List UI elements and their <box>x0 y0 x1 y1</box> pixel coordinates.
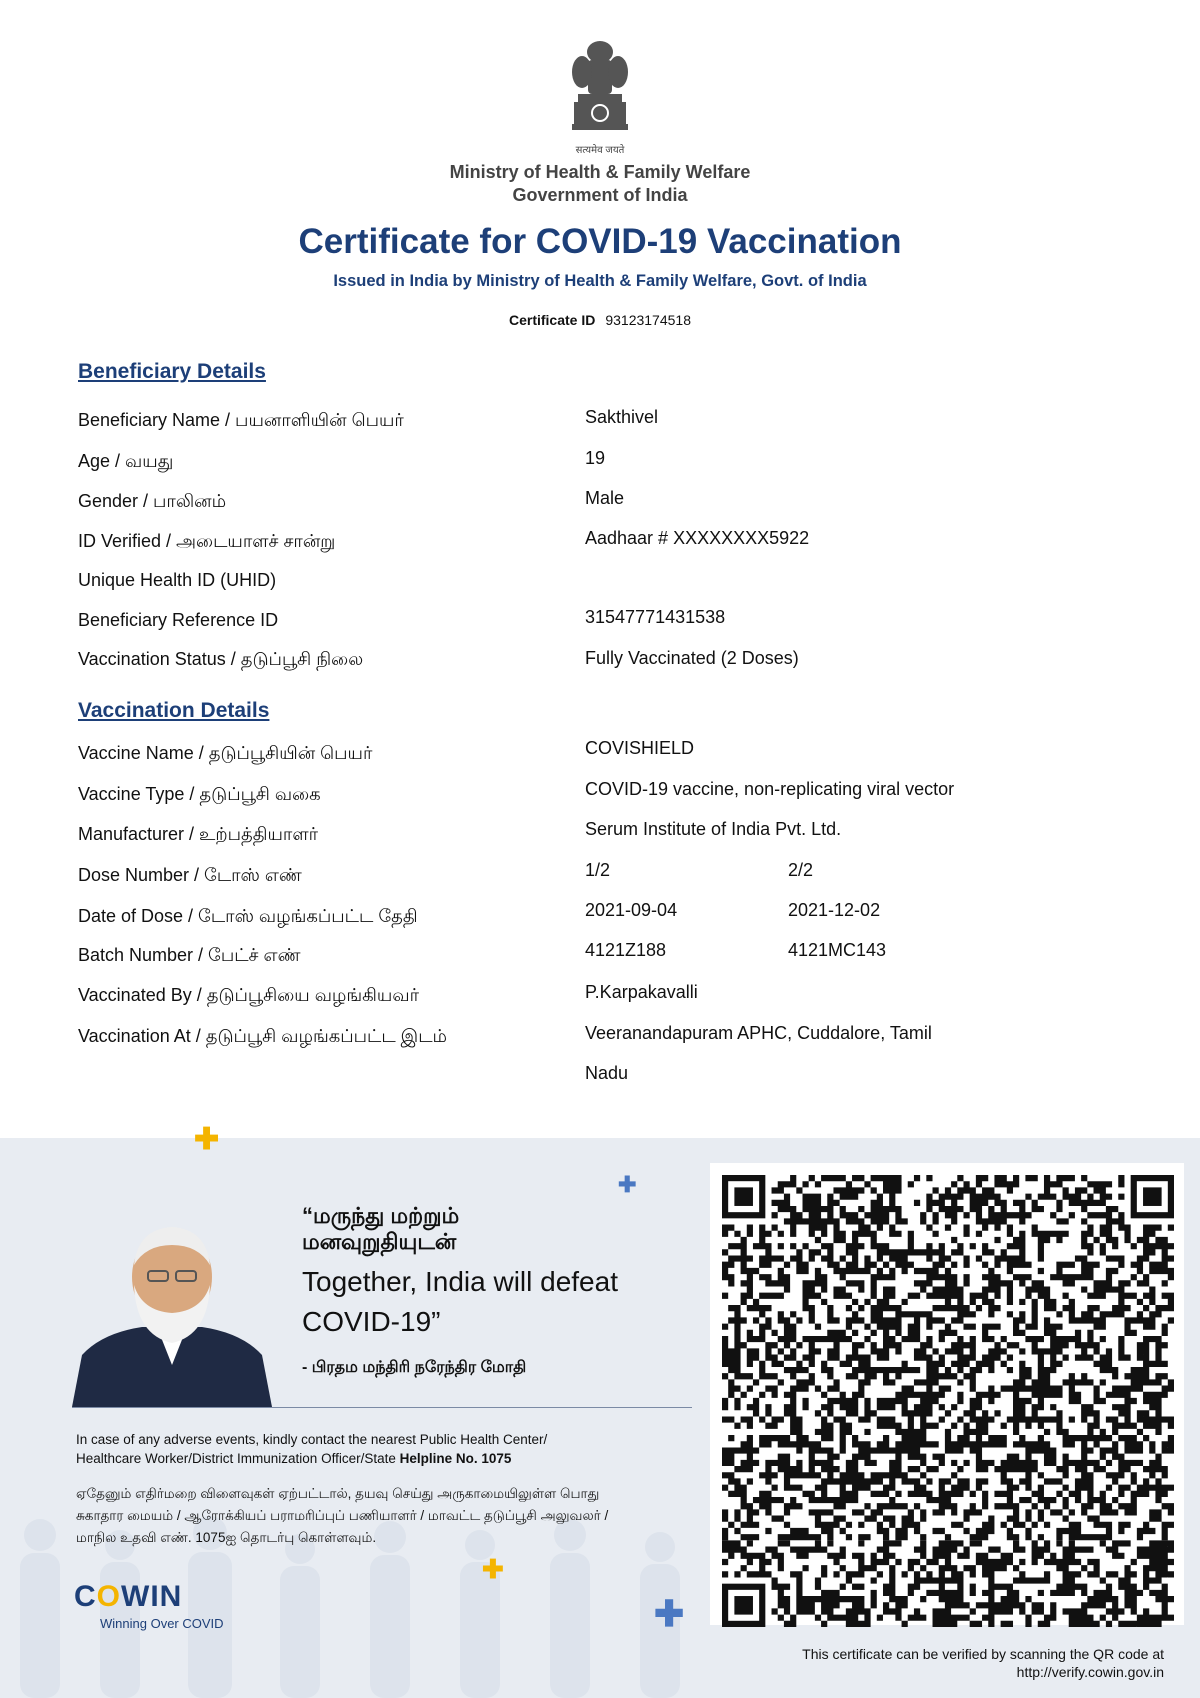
field-label: Unique Health ID (UHID) <box>78 570 277 590</box>
cowin-logo-c: C <box>74 1580 97 1613</box>
divider <box>72 1407 692 1408</box>
cowin-logo-o: O <box>96 1580 122 1613</box>
field-value: COVID-19 vaccine, non-replicating viral vector <box>585 779 955 799</box>
field-value: 2021-09-04 <box>585 900 678 920</box>
beneficiary-section-title: Beneficiary Details <box>78 360 266 383</box>
cowin-logo-rest: WIN <box>121 1580 183 1613</box>
adverse-line: In case of any adverse events, kindly contact the nearest Public Health Center/ <box>76 1432 548 1447</box>
field-value-dose2: 4121MC143 <box>788 940 887 960</box>
certificate-id-label: Certificate ID <box>508 312 596 328</box>
field-label: ID Verified / அடையாளச் சான்று <box>78 531 336 551</box>
quote-english <box>302 1262 682 1342</box>
field-value: 1/2 <box>585 860 611 880</box>
qr-code-icon <box>722 1175 1174 1627</box>
adverse-line: ஏதேனும் எதிர்மறை விளைவுகள் ஏற்பட்டால், தயவு செய்து அருகாமையிலுள்ள பொது <box>76 1486 600 1501</box>
qr-finder-pattern <box>734 1596 753 1615</box>
adverse-line-text: Healthcare Worker/District Immunization Officer/State <box>76 1451 400 1466</box>
government-name: Government of India <box>512 185 688 205</box>
adverse-events-english <box>76 1430 676 1468</box>
certificate-id-value: 93123174518 <box>605 312 691 328</box>
field-label: Vaccine Type / தடுப்பூசி வகை <box>78 784 321 804</box>
adverse-line: சுகாதார மையம் / ஆரோக்கியப் பராமரிப்புப் பணியாளர் / மாவட்ட தடுப்பூசி அலுவலர் / <box>76 1508 609 1523</box>
adverse-line <box>76 1449 676 1468</box>
quote-english-line: Together, India will defeat <box>302 1266 618 1297</box>
field-value: Sakthivel <box>585 407 659 427</box>
field-value: Fully Vaccinated (2 Doses) <box>585 648 799 668</box>
field-label: Age / வயது <box>78 451 174 471</box>
field-label: Beneficiary Reference ID <box>78 610 279 630</box>
field-label: Beneficiary Name / பயனாளியின் பெயர் <box>78 410 404 430</box>
qr-modules <box>722 1175 1174 1627</box>
quote-english-line: COVID-19” <box>302 1306 441 1337</box>
field-label: Gender / பாலினம் <box>78 491 227 511</box>
qr-finder-pattern <box>734 1187 753 1206</box>
field-value-dose2: 2/2 <box>788 860 814 880</box>
quote-attribution: - பிரதம மந்திரி நரேந்திர மோதி <box>302 1359 527 1376</box>
national-emblem-icon <box>560 38 640 156</box>
field-label: Vaccination At / தடுப்பூசி வழங்கப்பட்ட இடம் <box>78 1026 447 1046</box>
field-value: Serum Institute of India Pvt. Ltd. <box>585 819 842 839</box>
cowin-tagline: Winning Over COVID <box>100 1616 224 1631</box>
field-value: 19 <box>585 448 606 468</box>
field-value: 4121Z188 <box>585 940 667 960</box>
field-label: Manufacturer / உற்பத்தியாளர் <box>78 824 318 844</box>
verify-url: http://verify.cowin.gov.in <box>1016 1664 1164 1680</box>
issued-by: Issued in India by Ministry of Health & Family Welfare, Govt. of India <box>333 272 867 290</box>
field-value: Male <box>585 488 625 508</box>
field-value: P.Karpakavalli <box>585 982 698 1002</box>
field-label: Batch Number / பேட்ச் எண் <box>78 945 301 965</box>
qr-finder-pattern <box>1143 1187 1162 1206</box>
field-value: COVISHIELD <box>585 738 695 758</box>
cowin-logo <box>74 1580 182 1614</box>
vaccination-section-title: Vaccination Details <box>78 699 270 722</box>
plus-decoration-icon: ✚ <box>654 1593 685 1634</box>
ministry-name: Ministry of Health & Family Welfare <box>449 162 751 182</box>
field-value: Veeranandapuram APHC, Cuddalore, Tamil <box>585 1023 932 1043</box>
field-label: Vaccination Status / தடுப்பூசி நிலை <box>78 649 364 669</box>
field-value-dose2: 2021-12-02 <box>788 900 881 920</box>
field-value: Aadhaar # XXXXXXXX5922 <box>585 528 810 548</box>
adverse-line: மாநில உதவி எண். 1075ஐ தொடர்பு கொள்ளவும். <box>76 1530 377 1545</box>
quote-tamil-line: “மருந்து மற்றும் <box>302 1203 460 1228</box>
field-label: Dose Number / டோஸ் எண் <box>78 865 302 885</box>
field-value-continued: Nadu <box>585 1063 629 1083</box>
field-label: Vaccine Name / தடுப்பூசியின் பெயர் <box>78 743 373 763</box>
verify-note <box>700 1645 1164 1681</box>
field-value: 31547771431538 <box>585 607 726 627</box>
helpline-number: Helpline No. 1075 <box>399 1451 512 1466</box>
plus-decoration-icon: ✚ <box>482 1554 504 1584</box>
certificate-id <box>0 312 1200 328</box>
certificate-title: Certificate for COVID-19 Vaccination <box>298 222 902 261</box>
portrait-image <box>72 1215 272 1407</box>
emblem-motto: सत्यमेव जयते <box>575 145 625 156</box>
field-label: Date of Dose / டோஸ் வழங்கப்பட்ட தேதி <box>78 906 418 926</box>
field-label: Vaccinated By / தடுப்பூசியை வழங்கியவர் <box>78 985 419 1005</box>
quote-tamil <box>302 1203 632 1255</box>
plus-decoration-icon: ✚ <box>194 1123 220 1156</box>
plus-decoration-icon: ✚ <box>618 1172 637 1197</box>
quote-tamil-line: மனவுறுதியுடன் <box>302 1229 457 1254</box>
verify-line: This certificate can be verified by scanning the QR code at <box>802 1646 1164 1662</box>
adverse-events-tamil <box>76 1483 676 1549</box>
